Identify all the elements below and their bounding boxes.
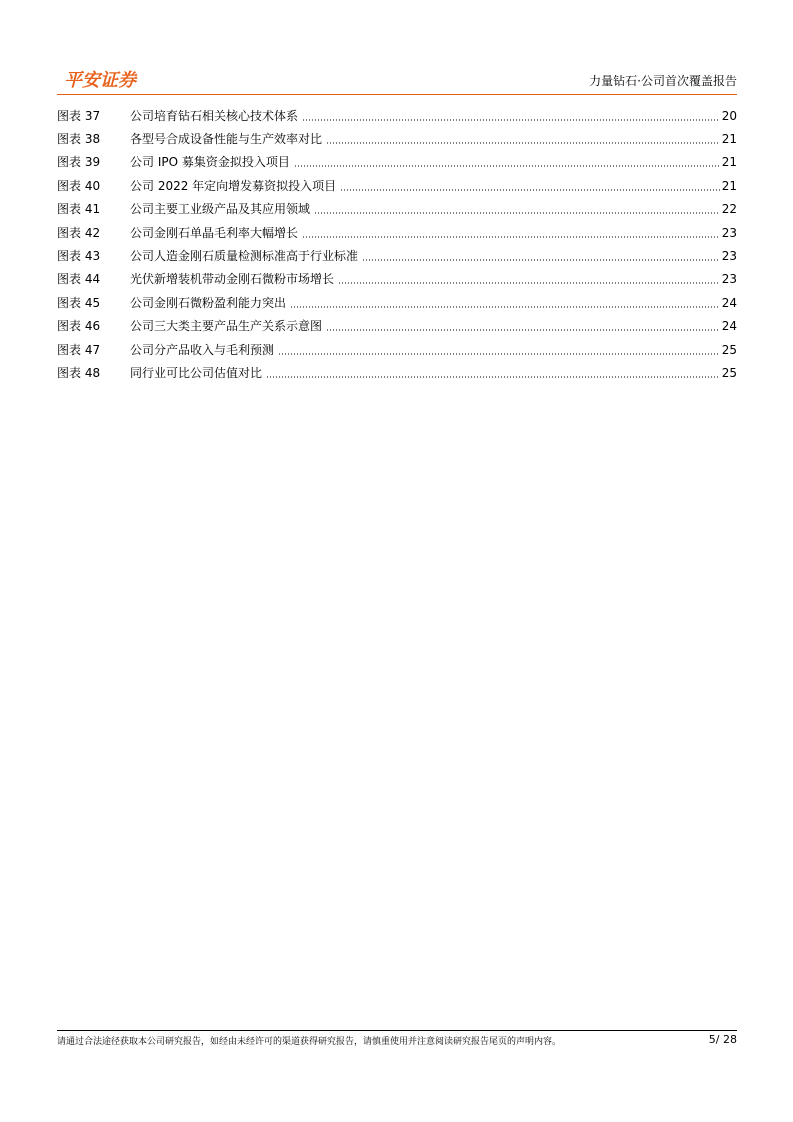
figure-title: 公司人造金刚石质量检测标准高于行业标准: [130, 249, 359, 264]
page-ref: 21: [721, 132, 737, 147]
dot-leader: [302, 109, 720, 123]
page-ref: 23: [721, 249, 737, 264]
toc-entry[interactable]: [57, 268, 737, 291]
footer-disclaimer: 请通过合法途径获取本公司研究报告，如经由未经许可的渠道获得研究报告，请慎重使用并注意阅读研究报告尾页的声明内容。: [57, 1037, 562, 1047]
dot-leader: [326, 132, 720, 146]
page-ref: 25: [721, 342, 737, 357]
toc-entry[interactable]: [57, 338, 737, 361]
page-ref: 23: [721, 272, 737, 287]
dot-leader: [326, 319, 720, 333]
figure-title: 各型号合成设备性能与生产效率对比: [130, 132, 323, 147]
figure-label: 图表 41: [57, 202, 101, 217]
dot-leader: [338, 272, 720, 286]
dot-leader: [290, 296, 720, 310]
page-ref: 21: [721, 178, 737, 193]
figure-label: 图表 39: [57, 155, 101, 170]
header-divider: [57, 94, 737, 95]
toc-entry[interactable]: [57, 151, 737, 174]
dot-leader: [362, 249, 720, 263]
figure-title: 公司 IPO 募集资金拟投入项目: [130, 155, 290, 170]
figure-title: 同行业可比公司估值对比: [130, 365, 263, 380]
figure-title: 公司培育钻石相关核心技术体系: [130, 108, 299, 123]
company-logo: 平安证券: [64, 70, 136, 91]
dot-leader: [294, 155, 720, 169]
page-ref: 24: [721, 319, 737, 334]
page-ref: 21: [721, 155, 737, 170]
toc-entry[interactable]: [57, 315, 737, 338]
figure-label: 图表 38: [57, 132, 101, 147]
table-of-figures: [57, 104, 737, 385]
dot-leader: [266, 366, 720, 380]
report-title: 力量钻石·公司首次覆盖报告: [589, 74, 737, 88]
figure-label: 图表 37: [57, 108, 101, 123]
page-number: 5/ 28: [708, 1033, 737, 1046]
page-ref: 20: [721, 108, 737, 123]
figure-label: 图表 48: [57, 365, 101, 380]
figure-label: 图表 44: [57, 272, 101, 287]
figure-label: 图表 45: [57, 295, 101, 310]
dot-leader: [302, 226, 720, 240]
figure-title: 公司 2022 年定向增发募资拟投入项目: [130, 178, 337, 193]
figure-label: 图表 46: [57, 319, 101, 334]
page-header: [57, 66, 737, 90]
figure-title: 公司分产品收入与毛利预测: [130, 342, 275, 357]
toc-entry[interactable]: [57, 244, 737, 267]
page-ref: 23: [721, 225, 737, 240]
figure-title: 公司三大类主要产品生产关系示意图: [130, 319, 323, 334]
toc-entry[interactable]: [57, 291, 737, 314]
figure-title: 公司金刚石微粉盈利能力突出: [130, 295, 287, 310]
footer-divider: [57, 1030, 737, 1031]
page-ref: 25: [721, 365, 737, 380]
dot-leader: [340, 179, 720, 193]
toc-entry[interactable]: [57, 198, 737, 221]
toc-entry[interactable]: [57, 221, 737, 244]
dot-leader: [278, 343, 720, 357]
page-ref: 24: [721, 295, 737, 310]
figure-label: 图表 47: [57, 342, 101, 357]
toc-entry[interactable]: [57, 127, 737, 150]
dot-leader: [314, 202, 720, 216]
figure-title: 公司金刚石单晶毛利率大幅增长: [130, 225, 299, 240]
figure-title: 光伏新增装机带动金刚石微粉市场增长: [130, 272, 335, 287]
figure-title: 公司主要工业级产品及其应用领域: [130, 202, 311, 217]
figure-label: 图表 43: [57, 249, 101, 264]
figure-label: 图表 42: [57, 225, 101, 240]
figure-label: 图表 40: [57, 178, 101, 193]
toc-entry[interactable]: [57, 361, 737, 384]
toc-entry[interactable]: [57, 104, 737, 127]
toc-entry[interactable]: [57, 174, 737, 197]
page-ref: 22: [721, 202, 737, 217]
